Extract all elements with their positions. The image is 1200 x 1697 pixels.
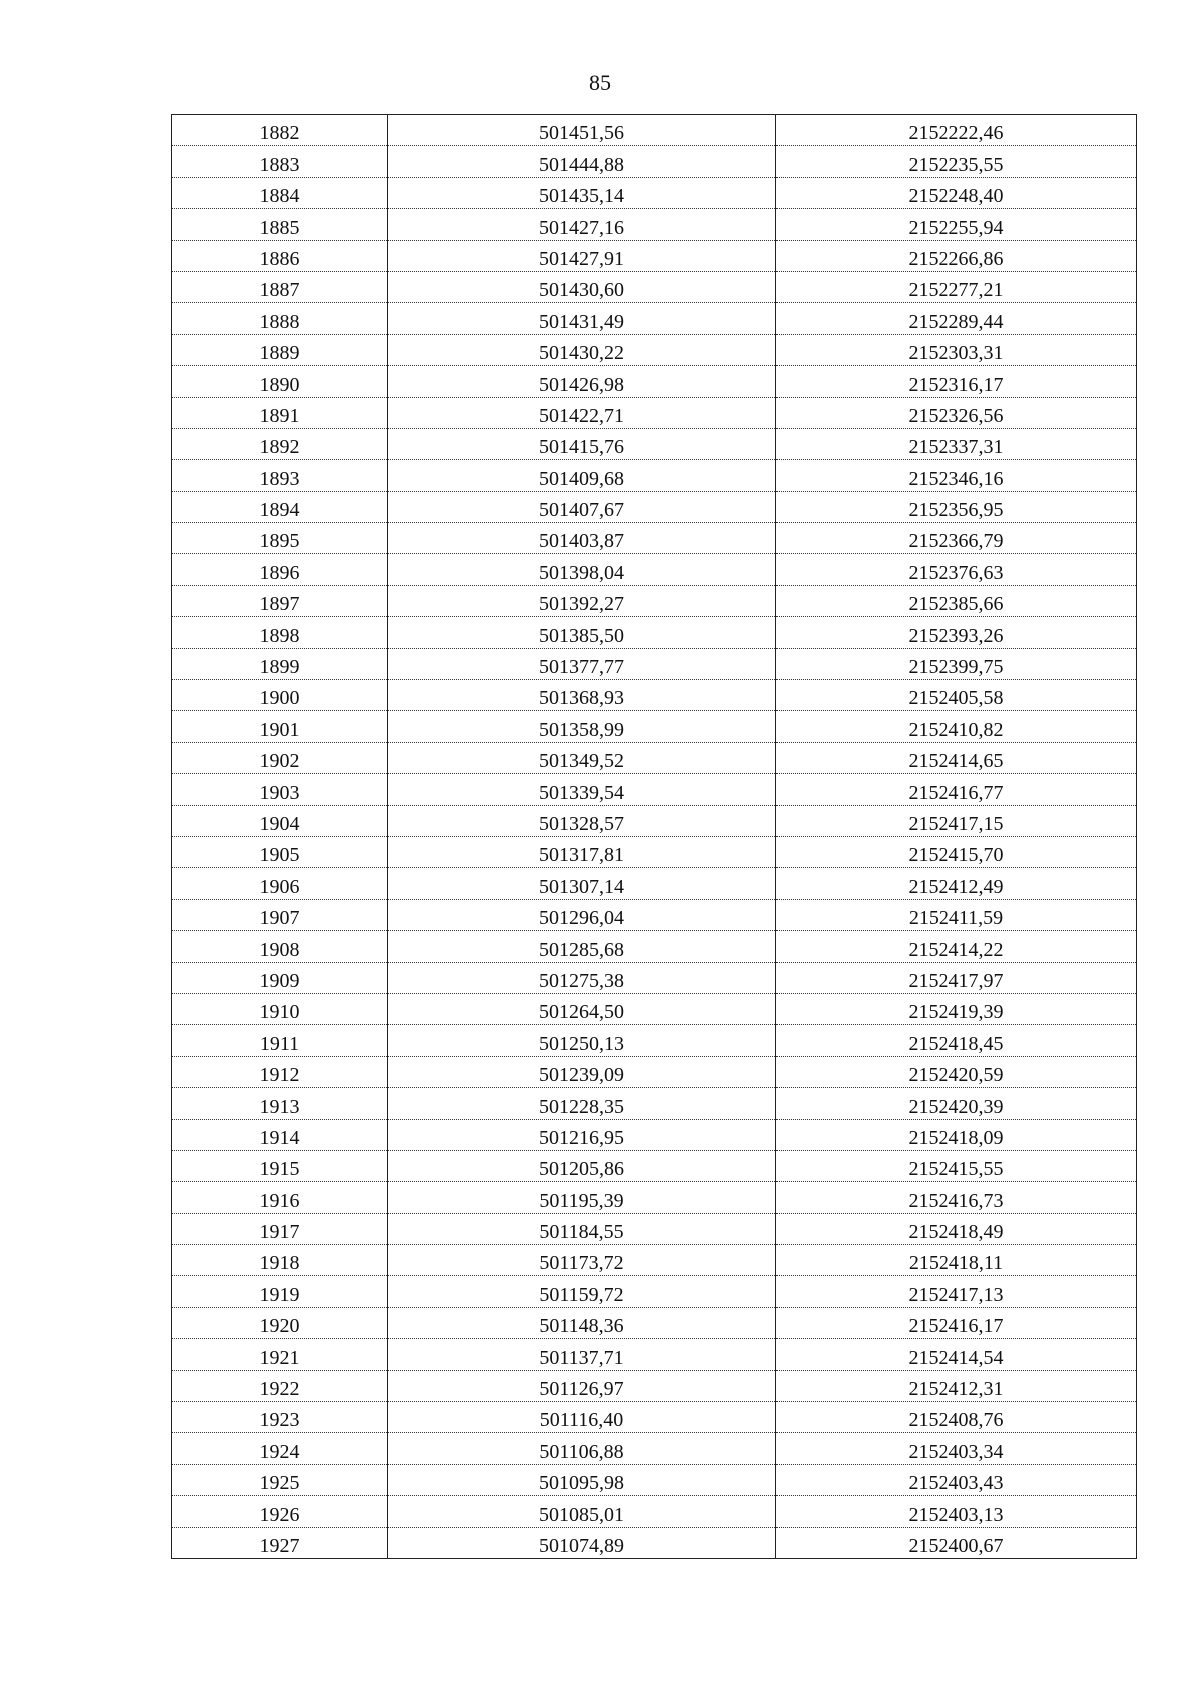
x-coordinate-cell: 501427,91 (388, 240, 776, 271)
point-number-cell: 1916 (172, 1182, 388, 1213)
x-coordinate-cell: 501228,35 (388, 1088, 776, 1119)
x-coordinate-cell: 501377,77 (388, 648, 776, 679)
y-coordinate-cell: 2152416,73 (776, 1182, 1137, 1213)
table-row (172, 1433, 1137, 1464)
x-coordinate-cell: 501358,99 (388, 711, 776, 742)
x-coordinate-cell: 501074,89 (388, 1527, 776, 1558)
x-coordinate-cell: 501431,49 (388, 303, 776, 334)
x-coordinate-cell: 501403,87 (388, 523, 776, 554)
x-coordinate-cell: 501126,97 (388, 1370, 776, 1401)
table-row (172, 774, 1137, 805)
y-coordinate-cell: 2152418,45 (776, 1025, 1137, 1056)
y-coordinate-cell: 2152303,31 (776, 334, 1137, 365)
x-coordinate-cell: 501148,36 (388, 1307, 776, 1338)
table-row (172, 1245, 1137, 1276)
point-number-cell: 1890 (172, 366, 388, 397)
table-row (172, 1339, 1137, 1370)
y-coordinate-cell: 2152277,21 (776, 271, 1137, 302)
table-row (172, 1150, 1137, 1181)
y-coordinate-cell: 2152415,70 (776, 836, 1137, 867)
point-number-cell: 1885 (172, 209, 388, 240)
x-coordinate-cell: 501368,93 (388, 680, 776, 711)
x-coordinate-cell: 501398,04 (388, 554, 776, 585)
y-coordinate-cell: 2152410,82 (776, 711, 1137, 742)
point-number-cell: 1903 (172, 774, 388, 805)
point-number-cell: 1886 (172, 240, 388, 271)
coordinates-table (171, 114, 1137, 1559)
table-row (172, 1119, 1137, 1150)
x-coordinate-cell: 501349,52 (388, 742, 776, 773)
x-coordinate-cell: 501173,72 (388, 1245, 776, 1276)
point-number-cell: 1908 (172, 931, 388, 962)
x-coordinate-cell: 501250,13 (388, 1025, 776, 1056)
table-row (172, 617, 1137, 648)
point-number-cell: 1912 (172, 1056, 388, 1087)
x-coordinate-cell: 501409,68 (388, 460, 776, 491)
table-row (172, 962, 1137, 993)
table-row (172, 177, 1137, 208)
y-coordinate-cell: 2152411,59 (776, 899, 1137, 930)
x-coordinate-cell: 501137,71 (388, 1339, 776, 1370)
x-coordinate-cell: 501430,60 (388, 271, 776, 302)
x-coordinate-cell: 501205,86 (388, 1150, 776, 1181)
x-coordinate-cell: 501239,09 (388, 1056, 776, 1087)
table-row (172, 209, 1137, 240)
point-number-cell: 1905 (172, 836, 388, 867)
y-coordinate-cell: 2152399,75 (776, 648, 1137, 679)
table-row (172, 1464, 1137, 1495)
x-coordinate-cell: 501307,14 (388, 868, 776, 899)
x-coordinate-cell: 501195,39 (388, 1182, 776, 1213)
point-number-cell: 1921 (172, 1339, 388, 1370)
table-row (172, 1370, 1137, 1401)
table-row (172, 1307, 1137, 1338)
table-row (172, 428, 1137, 459)
table-row (172, 742, 1137, 773)
x-coordinate-cell: 501317,81 (388, 836, 776, 867)
table-row (172, 1182, 1137, 1213)
y-coordinate-cell: 2152403,34 (776, 1433, 1137, 1464)
point-number-cell: 1896 (172, 554, 388, 585)
point-number-cell: 1914 (172, 1119, 388, 1150)
x-coordinate-cell: 501415,76 (388, 428, 776, 459)
page-number: 85 (589, 70, 611, 95)
table-row (172, 868, 1137, 899)
y-coordinate-cell: 2152420,39 (776, 1088, 1137, 1119)
y-coordinate-cell: 2152235,55 (776, 146, 1137, 177)
x-coordinate-cell: 501385,50 (388, 617, 776, 648)
point-number-cell: 1897 (172, 585, 388, 616)
y-coordinate-cell: 2152418,49 (776, 1213, 1137, 1244)
table-row (172, 711, 1137, 742)
x-coordinate-cell: 501407,67 (388, 491, 776, 522)
x-coordinate-cell: 501422,71 (388, 397, 776, 428)
point-number-cell: 1891 (172, 397, 388, 428)
point-number-cell: 1899 (172, 648, 388, 679)
point-number-cell: 1907 (172, 899, 388, 930)
x-coordinate-cell: 501159,72 (388, 1276, 776, 1307)
point-number-cell: 1911 (172, 1025, 388, 1056)
table-row (172, 648, 1137, 679)
point-number-cell: 1919 (172, 1276, 388, 1307)
x-coordinate-cell: 501285,68 (388, 931, 776, 962)
point-number-cell: 1904 (172, 805, 388, 836)
y-coordinate-cell: 2152414,54 (776, 1339, 1137, 1370)
x-coordinate-cell: 501392,27 (388, 585, 776, 616)
y-coordinate-cell: 2152417,15 (776, 805, 1137, 836)
y-coordinate-cell: 2152405,58 (776, 680, 1137, 711)
table-row (172, 1276, 1137, 1307)
table-row (172, 931, 1137, 962)
y-coordinate-cell: 2152376,63 (776, 554, 1137, 585)
y-coordinate-cell: 2152419,39 (776, 993, 1137, 1024)
y-coordinate-cell: 2152403,13 (776, 1496, 1137, 1527)
y-coordinate-cell: 2152248,40 (776, 177, 1137, 208)
y-coordinate-cell: 2152346,16 (776, 460, 1137, 491)
point-number-cell: 1906 (172, 868, 388, 899)
table-row (172, 303, 1137, 334)
table-row (172, 1213, 1137, 1244)
point-number-cell: 1898 (172, 617, 388, 648)
table-row (172, 146, 1137, 177)
x-coordinate-cell: 501296,04 (388, 899, 776, 930)
x-coordinate-cell: 501184,55 (388, 1213, 776, 1244)
point-number-cell: 1901 (172, 711, 388, 742)
y-coordinate-cell: 2152337,31 (776, 428, 1137, 459)
point-number-cell: 1889 (172, 334, 388, 365)
point-number-cell: 1924 (172, 1433, 388, 1464)
x-coordinate-cell: 501435,14 (388, 177, 776, 208)
y-coordinate-cell: 2152403,43 (776, 1464, 1137, 1495)
y-coordinate-cell: 2152418,11 (776, 1245, 1137, 1276)
x-coordinate-cell: 501451,56 (388, 115, 776, 146)
point-number-cell: 1920 (172, 1307, 388, 1338)
y-coordinate-cell: 2152414,22 (776, 931, 1137, 962)
x-coordinate-cell: 501085,01 (388, 1496, 776, 1527)
y-coordinate-cell: 2152412,31 (776, 1370, 1137, 1401)
point-number-cell: 1926 (172, 1496, 388, 1527)
table-row (172, 334, 1137, 365)
x-coordinate-cell: 501427,16 (388, 209, 776, 240)
table-row (172, 1527, 1137, 1558)
table-row (172, 993, 1137, 1024)
y-coordinate-cell: 2152326,56 (776, 397, 1137, 428)
table-row (172, 1402, 1137, 1433)
x-coordinate-cell: 501328,57 (388, 805, 776, 836)
x-coordinate-cell: 501264,50 (388, 993, 776, 1024)
x-coordinate-cell: 501426,98 (388, 366, 776, 397)
table-row (172, 680, 1137, 711)
x-coordinate-cell: 501444,88 (388, 146, 776, 177)
point-number-cell: 1915 (172, 1150, 388, 1181)
y-coordinate-cell: 2152408,76 (776, 1402, 1137, 1433)
y-coordinate-cell: 2152289,44 (776, 303, 1137, 334)
point-number-cell: 1883 (172, 146, 388, 177)
point-number-cell: 1882 (172, 115, 388, 146)
x-coordinate-cell: 501430,22 (388, 334, 776, 365)
table-row (172, 240, 1137, 271)
point-number-cell: 1895 (172, 523, 388, 554)
table-row (172, 836, 1137, 867)
table-row (172, 805, 1137, 836)
y-coordinate-cell: 2152366,79 (776, 523, 1137, 554)
point-number-cell: 1922 (172, 1370, 388, 1401)
point-number-cell: 1917 (172, 1213, 388, 1244)
y-coordinate-cell: 2152415,55 (776, 1150, 1137, 1181)
point-number-cell: 1918 (172, 1245, 388, 1276)
y-coordinate-cell: 2152222,46 (776, 115, 1137, 146)
point-number-cell: 1910 (172, 993, 388, 1024)
y-coordinate-cell: 2152417,97 (776, 962, 1137, 993)
table-row (172, 397, 1137, 428)
y-coordinate-cell: 2152414,65 (776, 742, 1137, 773)
y-coordinate-cell: 2152400,67 (776, 1527, 1137, 1558)
table-row (172, 115, 1137, 146)
table-row (172, 554, 1137, 585)
point-number-cell: 1909 (172, 962, 388, 993)
table-row (172, 460, 1137, 491)
y-coordinate-cell: 2152416,17 (776, 1307, 1137, 1338)
y-coordinate-cell: 2152255,94 (776, 209, 1137, 240)
y-coordinate-cell: 2152316,17 (776, 366, 1137, 397)
y-coordinate-cell: 2152385,66 (776, 585, 1137, 616)
y-coordinate-cell: 2152417,13 (776, 1276, 1137, 1307)
point-number-cell: 1927 (172, 1527, 388, 1558)
table-row (172, 585, 1137, 616)
table-row (172, 366, 1137, 397)
x-coordinate-cell: 501095,98 (388, 1464, 776, 1495)
point-number-cell: 1902 (172, 742, 388, 773)
x-coordinate-cell: 501106,88 (388, 1433, 776, 1464)
point-number-cell: 1892 (172, 428, 388, 459)
x-coordinate-cell: 501116,40 (388, 1402, 776, 1433)
table-row (172, 1088, 1137, 1119)
point-number-cell: 1913 (172, 1088, 388, 1119)
table-row (172, 271, 1137, 302)
table-row (172, 491, 1137, 522)
y-coordinate-cell: 2152393,26 (776, 617, 1137, 648)
point-number-cell: 1923 (172, 1402, 388, 1433)
point-number-cell: 1894 (172, 491, 388, 522)
point-number-cell: 1900 (172, 680, 388, 711)
y-coordinate-cell: 2152356,95 (776, 491, 1137, 522)
point-number-cell: 1887 (172, 271, 388, 302)
table-row (172, 1496, 1137, 1527)
table-row (172, 899, 1137, 930)
table-row (172, 1056, 1137, 1087)
point-number-cell: 1893 (172, 460, 388, 491)
y-coordinate-cell: 2152266,86 (776, 240, 1137, 271)
y-coordinate-cell: 2152418,09 (776, 1119, 1137, 1150)
coordinates-table-body (172, 115, 1137, 1559)
table-row (172, 523, 1137, 554)
point-number-cell: 1884 (172, 177, 388, 208)
y-coordinate-cell: 2152416,77 (776, 774, 1137, 805)
point-number-cell: 1888 (172, 303, 388, 334)
table-row (172, 1025, 1137, 1056)
y-coordinate-cell: 2152412,49 (776, 868, 1137, 899)
x-coordinate-cell: 501339,54 (388, 774, 776, 805)
x-coordinate-cell: 501216,95 (388, 1119, 776, 1150)
point-number-cell: 1925 (172, 1464, 388, 1495)
y-coordinate-cell: 2152420,59 (776, 1056, 1137, 1087)
x-coordinate-cell: 501275,38 (388, 962, 776, 993)
